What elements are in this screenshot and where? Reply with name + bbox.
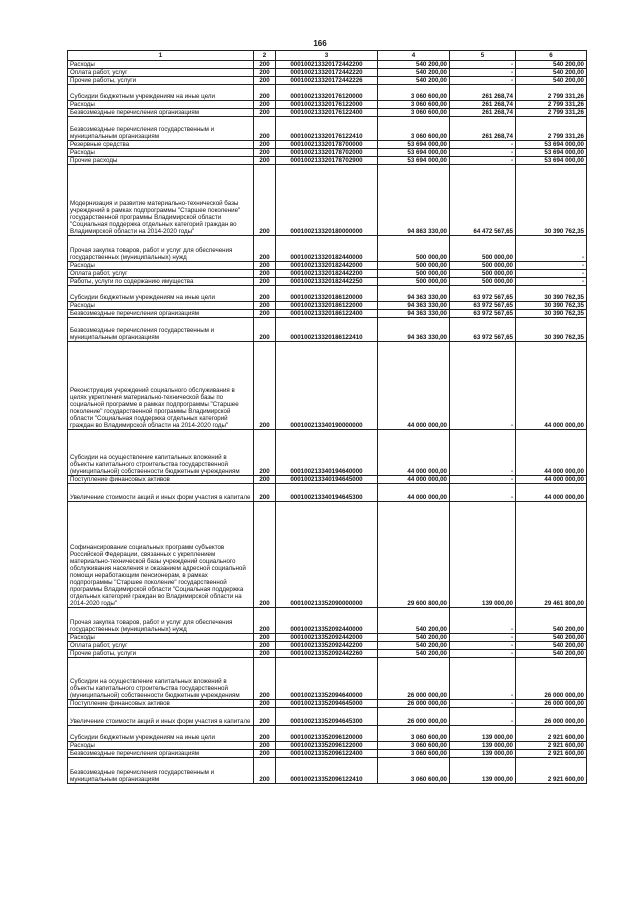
row-line-code: 200 <box>254 262 276 270</box>
row-approved: 500 000,00 <box>378 236 450 262</box>
row-unexecuted: 540 200,00 <box>516 61 587 69</box>
row-budget-code: 000100213352096122400 <box>276 750 378 758</box>
table-row <box>68 430 587 476</box>
budget-table <box>67 50 587 784</box>
row-name: Прочие работы, услуги <box>68 650 254 658</box>
row-budget-code: 000100213320182442250 <box>276 278 378 286</box>
row-line-code: 200 <box>254 484 276 502</box>
row-executed: - <box>450 430 516 476</box>
row-unexecuted: 53 694 000,00 <box>516 157 587 165</box>
row-unexecuted: 540 200,00 <box>516 608 587 634</box>
row-name: Безвозмездные перечисления государственным и муниципальным организациям <box>68 318 254 342</box>
row-executed: 63 972 567,65 <box>450 286 516 302</box>
row-approved: 94 863 330,00 <box>378 165 450 236</box>
row-unexecuted: - <box>516 278 587 286</box>
row-executed: 139 000,00 <box>450 726 516 742</box>
row-executed: 261 268,74 <box>450 85 516 101</box>
row-executed: - <box>450 69 516 77</box>
row-unexecuted: 30 390 762,35 <box>516 286 587 302</box>
row-budget-code: 000100213340194645000 <box>276 476 378 484</box>
row-unexecuted: 44 000 000,00 <box>516 430 587 476</box>
row-line-code: 200 <box>254 476 276 484</box>
page-number: 166 <box>313 39 327 48</box>
row-executed: - <box>450 77 516 85</box>
row-executed: - <box>450 476 516 484</box>
row-name: Модернизация и развитие материально-технической базы учреждений в рамках подпрограммы "Старшее поколение" государственной программы Владимирской области "Социальная поддержка отдельных категорий граждан во Владимирской области на 2014-2020 годы" <box>68 165 254 236</box>
row-approved: 53 694 000,00 <box>378 141 450 149</box>
row-approved: 44 000 000,00 <box>378 342 450 430</box>
row-unexecuted: 2 921 600,00 <box>516 750 587 758</box>
table-row <box>68 236 587 262</box>
table-row <box>68 726 587 742</box>
row-budget-code: 000100213352096120000 <box>276 726 378 742</box>
row-name: Прочие работы, услуги <box>68 77 254 85</box>
row-approved: 3 060 600,00 <box>378 101 450 109</box>
row-line-code: 200 <box>254 61 276 69</box>
row-unexecuted: 44 000 000,00 <box>516 476 587 484</box>
table-row <box>68 658 587 700</box>
column-header: 5 <box>450 51 516 61</box>
row-line-code: 200 <box>254 302 276 310</box>
row-executed: - <box>450 650 516 658</box>
row-line-code: 200 <box>254 758 276 784</box>
row-budget-code: 000100213340194640000 <box>276 430 378 476</box>
row-unexecuted: 2 921 600,00 <box>516 742 587 750</box>
table-row <box>68 69 587 77</box>
row-budget-code: 000100213320172442220 <box>276 69 378 77</box>
row-budget-code: 000100213352096122410 <box>276 758 378 784</box>
row-line-code: 200 <box>254 658 276 700</box>
row-budget-code: 000100213320178702000 <box>276 149 378 157</box>
row-approved: 540 200,00 <box>378 650 450 658</box>
row-approved: 500 000,00 <box>378 270 450 278</box>
table-row <box>68 342 587 430</box>
table-row <box>68 700 587 708</box>
row-line-code: 200 <box>254 634 276 642</box>
row-line-code: 200 <box>254 141 276 149</box>
row-unexecuted: 540 200,00 <box>516 77 587 85</box>
table-row <box>68 278 587 286</box>
row-line-code: 200 <box>254 236 276 262</box>
row-line-code: 200 <box>254 270 276 278</box>
column-header: 6 <box>516 51 587 61</box>
row-approved: 26 000 000,00 <box>378 708 450 726</box>
row-name: Резервные средства <box>68 141 254 149</box>
row-approved: 44 000 000,00 <box>378 484 450 502</box>
row-approved: 540 200,00 <box>378 608 450 634</box>
row-unexecuted: 30 390 762,35 <box>516 165 587 236</box>
row-executed: 261 268,74 <box>450 109 516 117</box>
row-name: Расходы <box>68 634 254 642</box>
row-budget-code: 000100213320186122400 <box>276 310 378 318</box>
row-unexecuted: 26 000 000,00 <box>516 708 587 726</box>
table-row <box>68 77 587 85</box>
table-row <box>68 318 587 342</box>
row-name: Увеличение стоимости акций и иных форм участия в капитале <box>68 484 254 502</box>
row-unexecuted: 53 694 000,00 <box>516 141 587 149</box>
table-row <box>68 476 587 484</box>
table-row <box>68 650 587 658</box>
table-row <box>68 310 587 318</box>
row-line-code: 200 <box>254 286 276 302</box>
row-name: Прочие расходы <box>68 157 254 165</box>
row-line-code: 200 <box>254 642 276 650</box>
row-approved: 44 000 000,00 <box>378 430 450 476</box>
row-unexecuted: 540 200,00 <box>516 634 587 642</box>
row-executed: 500 000,00 <box>450 236 516 262</box>
row-budget-code: 000100213320172442200 <box>276 61 378 69</box>
row-approved: 53 694 000,00 <box>378 149 450 157</box>
row-approved: 94 363 330,00 <box>378 310 450 318</box>
row-executed: 63 972 567,65 <box>450 318 516 342</box>
row-line-code: 200 <box>254 650 276 658</box>
row-executed: 261 268,74 <box>450 117 516 141</box>
row-budget-code: 000100213320186122410 <box>276 318 378 342</box>
row-executed: - <box>450 658 516 700</box>
row-executed: - <box>450 342 516 430</box>
row-approved: 540 200,00 <box>378 77 450 85</box>
row-line-code: 200 <box>254 342 276 430</box>
table-row <box>68 750 587 758</box>
row-line-code: 200 <box>254 149 276 157</box>
row-budget-code: 000100213320186122000 <box>276 302 378 310</box>
row-executed: 64 472 567,65 <box>450 165 516 236</box>
row-budget-code: 000100213320186120000 <box>276 286 378 302</box>
row-unexecuted: 26 000 000,00 <box>516 700 587 708</box>
row-line-code: 200 <box>254 101 276 109</box>
row-name: Расходы <box>68 101 254 109</box>
row-name: Оплата работ, услуг <box>68 69 254 77</box>
row-budget-code: 000100213320182442000 <box>276 262 378 270</box>
row-line-code: 200 <box>254 318 276 342</box>
row-budget-code: 000100213352094640000 <box>276 658 378 700</box>
row-budget-code: 000100213352092442260 <box>276 650 378 658</box>
table-row <box>68 484 587 502</box>
row-line-code: 200 <box>254 430 276 476</box>
row-budget-code: 000100213320176122400 <box>276 109 378 117</box>
table-row <box>68 109 587 117</box>
row-name: Субсидии бюджетным учреждениям на иные цели <box>68 726 254 742</box>
row-name: Увеличение стоимости акций и иных форм участия в капитале <box>68 708 254 726</box>
row-name: Оплата работ, услуг <box>68 642 254 650</box>
table-row <box>68 502 587 608</box>
row-approved: 3 060 600,00 <box>378 85 450 101</box>
row-unexecuted: 2 921 600,00 <box>516 758 587 784</box>
row-executed: 139 000,00 <box>450 742 516 750</box>
row-budget-code: 000100213352092440000 <box>276 608 378 634</box>
row-budget-code: 000100213320172442226 <box>276 77 378 85</box>
row-approved: 3 060 600,00 <box>378 750 450 758</box>
row-approved: 29 600 800,00 <box>378 502 450 608</box>
row-budget-code: 000100213320182440000 <box>276 236 378 262</box>
table-row <box>68 117 587 141</box>
row-unexecuted: 30 390 762,35 <box>516 310 587 318</box>
row-approved: 53 694 000,00 <box>378 157 450 165</box>
table-row <box>68 642 587 650</box>
row-name: Безвозмездные перечисления организациям <box>68 109 254 117</box>
row-name: Поступление финансовых активов <box>68 700 254 708</box>
row-unexecuted: 44 000 000,00 <box>516 484 587 502</box>
row-executed: - <box>450 157 516 165</box>
row-approved: 3 060 600,00 <box>378 109 450 117</box>
row-budget-code: 000100213340194645300 <box>276 484 378 502</box>
row-name: Расходы <box>68 149 254 157</box>
row-name: Софинансирование социальных программ субъектов Российской Федерации, связанных с укреплением материально-технической базы учреждений социального обслуживания населения и оказанием адресной социальной помощи неработающим пенсионерам, в рамках подпрограммы "Старшее поколение" государственной программы Владимирской области "Социальная поддержка отдельных категорий граждан во Владимирской области на 2014-2020 годы" <box>68 502 254 608</box>
row-line-code: 200 <box>254 77 276 85</box>
row-executed: - <box>450 634 516 642</box>
row-executed: - <box>450 708 516 726</box>
column-number-row <box>68 51 587 61</box>
row-executed: 139 000,00 <box>450 750 516 758</box>
row-line-code: 200 <box>254 278 276 286</box>
row-unexecuted: 2 799 331,26 <box>516 109 587 117</box>
row-budget-code: 000100213352094645000 <box>276 700 378 708</box>
row-approved: 540 200,00 <box>378 61 450 69</box>
row-budget-code: 000100213320182442200 <box>276 270 378 278</box>
row-name: Безвозмездные перечисления государственным и муниципальным организациям <box>68 758 254 784</box>
row-name: Субсидии на осуществление капитальных вложений в объекты капитального строительства государственной (муниципальной) собственности бюджетным учреждениям <box>68 430 254 476</box>
table-row <box>68 149 587 157</box>
row-name: Прочая закупка товаров, работ и услуг для обеспечения государственных (муниципальных) нужд <box>68 236 254 262</box>
row-approved: 3 060 600,00 <box>378 758 450 784</box>
table-row <box>68 262 587 270</box>
row-executed: 261 268,74 <box>450 101 516 109</box>
row-budget-code: 000100213352092442000 <box>276 634 378 642</box>
row-budget-code: 000100213352096122000 <box>276 742 378 750</box>
row-approved: 94 363 330,00 <box>378 318 450 342</box>
row-name: Расходы <box>68 302 254 310</box>
row-budget-code: 000100213352092442200 <box>276 642 378 650</box>
row-executed: 139 000,00 <box>450 502 516 608</box>
row-approved: 44 000 000,00 <box>378 476 450 484</box>
row-line-code: 200 <box>254 69 276 77</box>
row-approved: 3 060 600,00 <box>378 742 450 750</box>
row-name: Субсидии бюджетным учреждениям на иные цели <box>68 85 254 101</box>
row-executed: 500 000,00 <box>450 278 516 286</box>
row-name: Безвозмездные перечисления организациям <box>68 310 254 318</box>
row-approved: 540 200,00 <box>378 642 450 650</box>
row-executed: 500 000,00 <box>450 270 516 278</box>
row-name: Прочая закупка товаров, работ и услуг для обеспечения государственных (муниципальных) нужд <box>68 608 254 634</box>
row-line-code: 200 <box>254 750 276 758</box>
row-line-code: 200 <box>254 726 276 742</box>
table-row <box>68 101 587 109</box>
table-row <box>68 61 587 69</box>
row-line-code: 200 <box>254 117 276 141</box>
row-unexecuted: 540 200,00 <box>516 69 587 77</box>
row-line-code: 200 <box>254 700 276 708</box>
table-row <box>68 270 587 278</box>
row-approved: 540 200,00 <box>378 69 450 77</box>
table-row <box>68 608 587 634</box>
table-row <box>68 85 587 101</box>
row-budget-code: 000100213352094645300 <box>276 708 378 726</box>
row-unexecuted: - <box>516 262 587 270</box>
row-executed: 139 000,00 <box>450 758 516 784</box>
row-executed: - <box>450 141 516 149</box>
row-line-code: 200 <box>254 165 276 236</box>
table-body <box>68 61 587 784</box>
row-approved: 540 200,00 <box>378 634 450 642</box>
column-header: 3 <box>276 51 378 61</box>
row-approved: 94 363 330,00 <box>378 302 450 310</box>
column-header: 2 <box>254 51 276 61</box>
table-row <box>68 157 587 165</box>
table-row <box>68 165 587 236</box>
row-approved: 26 000 000,00 <box>378 700 450 708</box>
column-header: 1 <box>68 51 254 61</box>
row-unexecuted: 2 799 331,26 <box>516 117 587 141</box>
row-unexecuted: - <box>516 270 587 278</box>
table-row <box>68 758 587 784</box>
row-approved: 500 000,00 <box>378 262 450 270</box>
row-name: Реконструкция учреждений социального обслуживания в целях укрепления материально-технической базы по социальной программе в рамках подпрограммы "Старшее поколение" государственной программы Владимирской области "Социальная поддержка отдельных категорий граждан во Владимирской области на 2014-2020 годы" <box>68 342 254 430</box>
row-name: Субсидии на осуществление капитальных вложений в объекты капитального строительства государственной (муниципальной) собственности бюджетным учреждениям <box>68 658 254 700</box>
row-executed: - <box>450 700 516 708</box>
row-line-code: 200 <box>254 502 276 608</box>
row-executed: - <box>450 484 516 502</box>
row-executed: - <box>450 149 516 157</box>
row-executed: 63 972 567,65 <box>450 302 516 310</box>
row-budget-code: 000100213320176120000 <box>276 85 378 101</box>
row-executed: 500 000,00 <box>450 262 516 270</box>
row-approved: 3 060 600,00 <box>378 726 450 742</box>
row-unexecuted: 44 000 000,00 <box>516 342 587 430</box>
row-unexecuted: 26 000 000,00 <box>516 658 587 700</box>
row-unexecuted: 540 200,00 <box>516 642 587 650</box>
row-name: Поступление финансовых активов <box>68 476 254 484</box>
row-name: Расходы <box>68 61 254 69</box>
row-unexecuted: 53 694 000,00 <box>516 149 587 157</box>
row-name: Субсидии бюджетным учреждениям на иные цели <box>68 286 254 302</box>
row-line-code: 200 <box>254 85 276 101</box>
row-approved: 500 000,00 <box>378 278 450 286</box>
row-approved: 3 060 600,00 <box>378 117 450 141</box>
row-executed: - <box>450 642 516 650</box>
row-approved: 94 363 330,00 <box>378 286 450 302</box>
row-line-code: 200 <box>254 608 276 634</box>
table-row <box>68 634 587 642</box>
row-executed: - <box>450 61 516 69</box>
column-header: 4 <box>378 51 450 61</box>
table-row <box>68 302 587 310</box>
table-row <box>68 286 587 302</box>
row-name: Расходы <box>68 262 254 270</box>
row-name: Работы, услуги по содержанию имущества <box>68 278 254 286</box>
row-name: Оплата работ, услуг <box>68 270 254 278</box>
row-unexecuted: 2 921 600,00 <box>516 726 587 742</box>
row-line-code: 200 <box>254 742 276 750</box>
row-unexecuted: 2 799 331,26 <box>516 101 587 109</box>
row-budget-code: 000100213320180000000 <box>276 165 378 236</box>
row-executed: 63 972 567,65 <box>450 310 516 318</box>
row-unexecuted: - <box>516 236 587 262</box>
row-unexecuted: 540 200,00 <box>516 650 587 658</box>
row-unexecuted: 29 461 800,00 <box>516 502 587 608</box>
row-unexecuted: 2 799 331,26 <box>516 85 587 101</box>
table-row <box>68 742 587 750</box>
row-budget-code: 000100213320176122000 <box>276 101 378 109</box>
row-name: Безвозмездные перечисления государственным и муниципальным организациям <box>68 117 254 141</box>
row-line-code: 200 <box>254 310 276 318</box>
row-executed: - <box>450 608 516 634</box>
row-approved: 26 000 000,00 <box>378 658 450 700</box>
row-budget-code: 000100213340190000000 <box>276 342 378 430</box>
row-line-code: 200 <box>254 708 276 726</box>
row-name: Безвозмездные перечисления организациям <box>68 750 254 758</box>
row-budget-code: 000100213320176122410 <box>276 117 378 141</box>
row-budget-code: 000100213320178700000 <box>276 141 378 149</box>
row-unexecuted: 30 390 762,35 <box>516 318 587 342</box>
row-name: Расходы <box>68 742 254 750</box>
row-unexecuted: 30 390 762,35 <box>516 302 587 310</box>
row-budget-code: 000100213352090000000 <box>276 502 378 608</box>
table-row <box>68 141 587 149</box>
row-line-code: 200 <box>254 109 276 117</box>
table-row <box>68 708 587 726</box>
row-budget-code: 000100213320178702900 <box>276 157 378 165</box>
row-line-code: 200 <box>254 157 276 165</box>
